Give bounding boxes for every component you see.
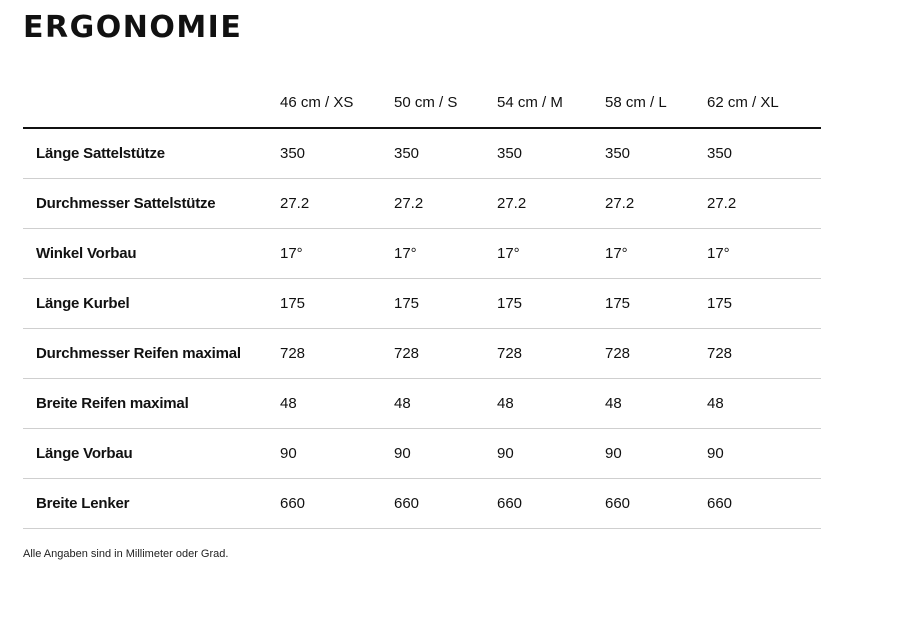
table-cell: 660 [707, 479, 821, 529]
table-cell: 175 [394, 279, 497, 329]
table-row [23, 229, 821, 279]
table-row [23, 279, 821, 329]
row-label: Breite Reifen maximal [23, 379, 280, 429]
row-label: Durchmesser Reifen maximal [23, 329, 280, 379]
table-cell: 17° [394, 229, 497, 279]
ergonomics-table [23, 78, 821, 529]
table-cell: 175 [280, 279, 394, 329]
table-cell: 175 [605, 279, 707, 329]
table-cell: 17° [497, 229, 605, 279]
table-cell: 17° [605, 229, 707, 279]
table-cell: 17° [280, 229, 394, 279]
table-cell: 27.2 [497, 179, 605, 229]
table-cell: 27.2 [707, 179, 821, 229]
table-cell: 48 [497, 379, 605, 429]
table-cell: 728 [394, 329, 497, 379]
table-cell: 17° [707, 229, 821, 279]
table-row [23, 128, 821, 179]
table-row [23, 329, 821, 379]
table-cell: 48 [280, 379, 394, 429]
row-label: Breite Lenker [23, 479, 280, 529]
table-cell: 175 [497, 279, 605, 329]
table-cell: 660 [497, 479, 605, 529]
table-cell: 90 [605, 429, 707, 479]
row-label: Länge Vorbau [23, 429, 280, 479]
table-cell: 175 [707, 279, 821, 329]
ergonomics-table-container [23, 78, 821, 529]
page-title: ERGONOMIE [23, 10, 243, 45]
table-row [23, 379, 821, 429]
table-cell: 660 [280, 479, 394, 529]
table-body [23, 128, 821, 529]
table-cell: 350 [394, 128, 497, 179]
row-label: Länge Sattelstütze [23, 128, 280, 179]
table-cell: 90 [497, 429, 605, 479]
header-row [23, 78, 821, 128]
table-cell: 728 [280, 329, 394, 379]
table-row [23, 479, 821, 529]
row-label: Durchmesser Sattelstütze [23, 179, 280, 229]
table-cell: 350 [280, 128, 394, 179]
table-cell: 48 [707, 379, 821, 429]
row-label: Länge Kurbel [23, 279, 280, 329]
table-cell: 27.2 [605, 179, 707, 229]
table-cell: 90 [394, 429, 497, 479]
size-header-m: 54 cm / M [497, 78, 605, 128]
table-cell: 27.2 [394, 179, 497, 229]
header-label-cell [23, 78, 280, 128]
table-cell: 728 [497, 329, 605, 379]
table-row [23, 429, 821, 479]
size-header-l: 58 cm / L [605, 78, 707, 128]
table-cell: 660 [605, 479, 707, 529]
table-cell: 728 [707, 329, 821, 379]
table-cell: 350 [497, 128, 605, 179]
size-header-xl: 62 cm / XL [707, 78, 821, 128]
row-label: Winkel Vorbau [23, 229, 280, 279]
table-cell: 350 [605, 128, 707, 179]
footnote: Alle Angaben sind in Millimeter oder Grad. [23, 548, 229, 560]
table-cell: 350 [707, 128, 821, 179]
table-cell: 27.2 [280, 179, 394, 229]
table-cell: 90 [280, 429, 394, 479]
table-cell: 48 [394, 379, 497, 429]
table-row [23, 179, 821, 229]
table-cell: 728 [605, 329, 707, 379]
table-cell: 48 [605, 379, 707, 429]
table-header [23, 78, 821, 128]
table-cell: 660 [394, 479, 497, 529]
table-cell: 90 [707, 429, 821, 479]
size-header-xs: 46 cm / XS [280, 78, 394, 128]
size-header-s: 50 cm / S [394, 78, 497, 128]
